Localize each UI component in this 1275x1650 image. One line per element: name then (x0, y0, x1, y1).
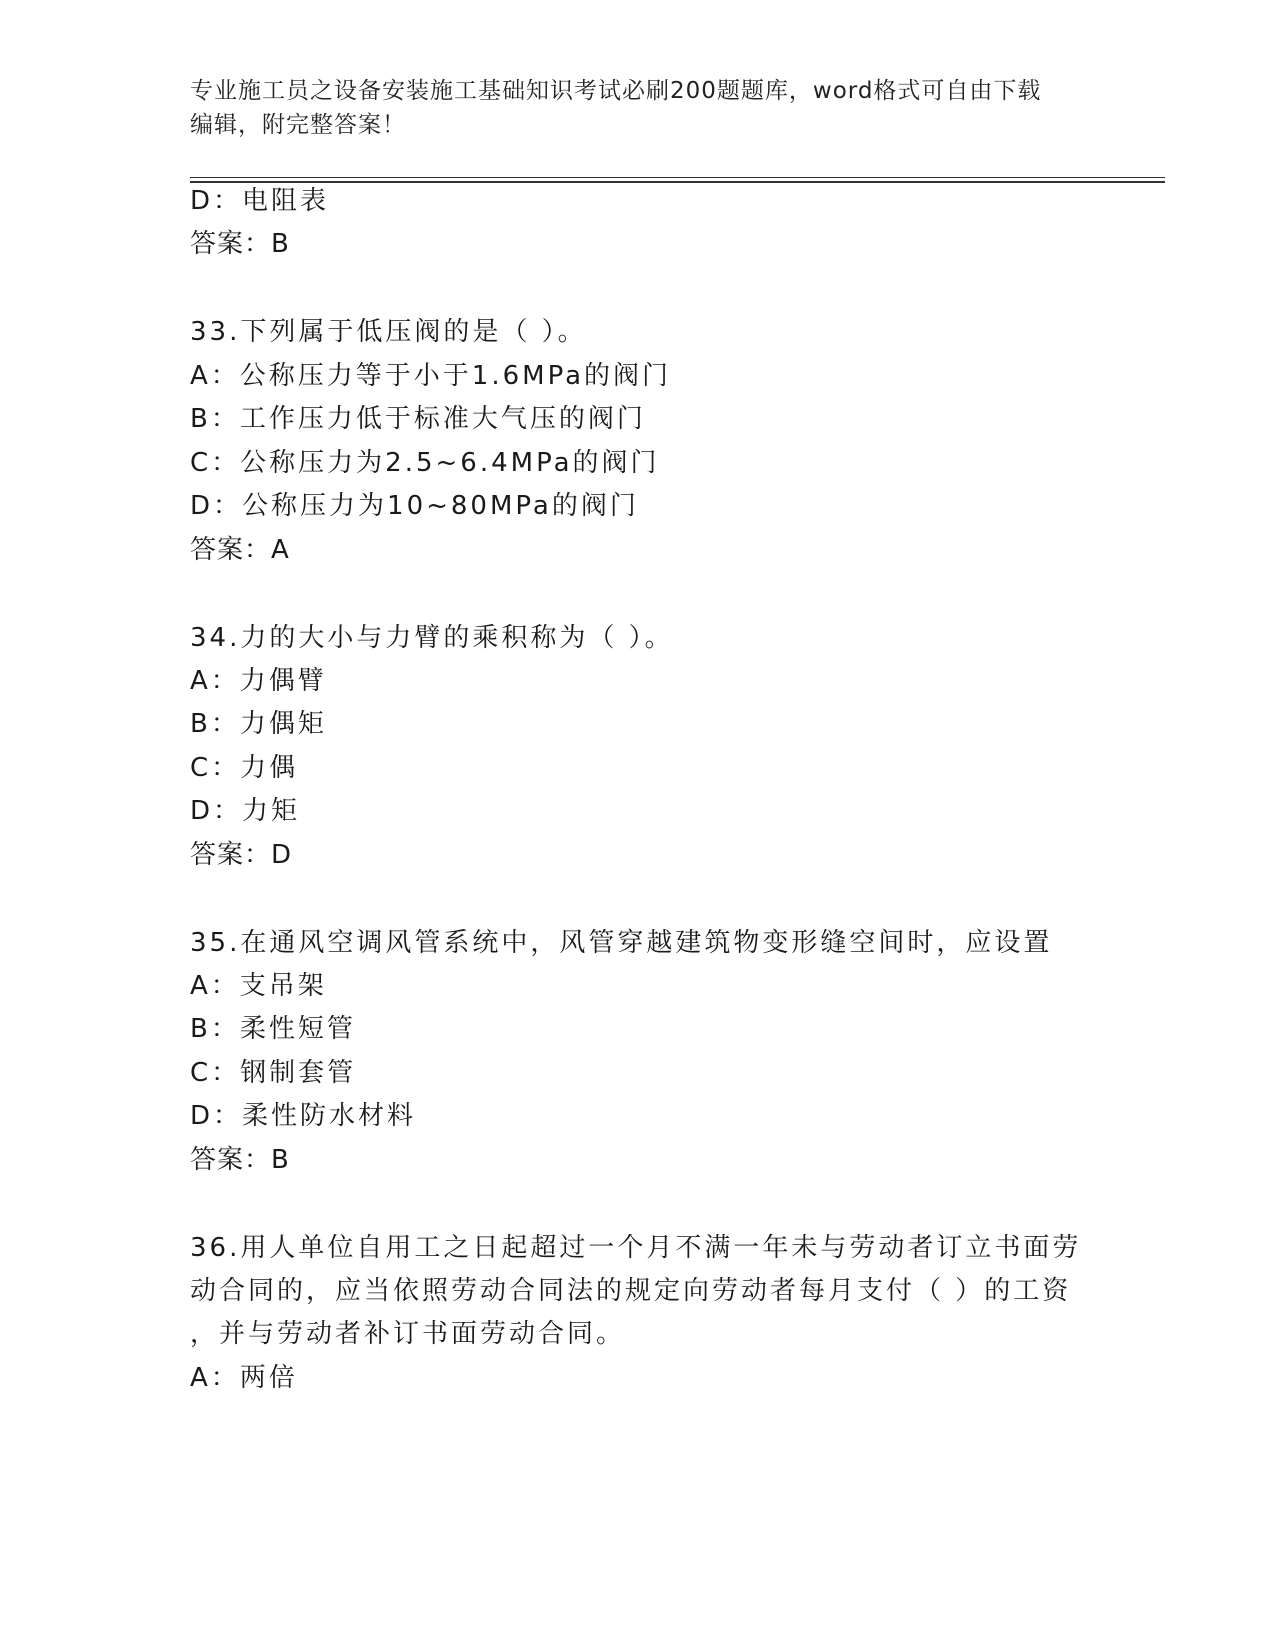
q35-option-c: C：钢制套管 (190, 1058, 357, 1088)
q34-option-c: C：力偶 (190, 753, 299, 783)
q34-option-b: B：力偶矩 (190, 709, 327, 739)
q35-option-d: D：柔性防水材料 (190, 1101, 417, 1131)
prev-option-d: D：电阻表 (190, 186, 330, 216)
q34-question: 34.力的大小与力臂的乘积称为（ ）。 (190, 623, 674, 653)
q35-option-b: B：柔性短管 (190, 1014, 356, 1044)
header-line-2: 编辑，附完整答案！ (190, 112, 406, 138)
prev-answer: 答案：B (190, 229, 290, 259)
q34-answer: 答案：D (190, 840, 293, 870)
q35-option-a: A：支吊架 (190, 971, 327, 1001)
q33-option-c: C：公称压力为2.5~6.4MPa的阀门 (190, 448, 660, 478)
q34-option-a: A：力偶臂 (190, 666, 327, 696)
q34-option-d: D：力矩 (190, 796, 301, 826)
q33-answer: 答案：A (190, 535, 290, 565)
header-line-1: 专业施工员之设备安装施工基础知识考试必刷200题题库，word格式可自由下载 (190, 78, 1042, 104)
q35-answer: 答案：B (190, 1145, 290, 1175)
header-divider-thick (190, 181, 1165, 183)
q36-question-line-1: 36.用人单位自用工之日起超过一个月不满一年未与劳动者订立书面劳 (190, 1233, 1082, 1263)
q36-option-a: A：两倍 (190, 1363, 298, 1393)
q33-option-b: B：工作压力低于标准大气压的阀门 (190, 404, 646, 434)
q35-question: 35.在通风空调风管系统中，风管穿越建筑物变形缝空间时，应设置 (190, 928, 1053, 958)
document-header (190, 74, 1090, 142)
q33-question: 33.下列属于低压阀的是（ ）。 (190, 317, 587, 347)
q33-option-d: D：公称压力为10~80MPa的阀门 (190, 491, 639, 521)
q36-question-line-3: ，并与劳动者补订书面劳动合同。 (190, 1319, 626, 1349)
q36-question-line-2: 动合同的，应当依照劳动合同法的规定向劳动者每月支付（ ）的工资 (190, 1276, 1072, 1306)
header-divider-thin (190, 177, 1165, 178)
q33-option-a: A：公称压力等于小于1.6MPa的阀门 (190, 361, 672, 391)
